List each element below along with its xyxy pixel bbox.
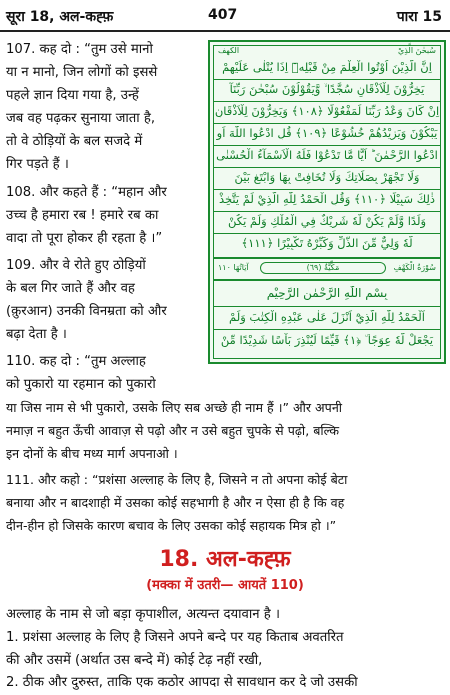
arabic-corner-left: الكهف: [218, 46, 240, 55]
verse-1-line: की और उसमें (अर्थात उस बन्दे में) कोई टेढ़ नहीं रखी,: [6, 653, 263, 668]
surah-name-arabic: سُوْرَةُ الْكَهْفِ: [393, 263, 436, 272]
arabic-line: وَلَا تَجْهَرْ بِصَلَاتِكَ وَلَا تُخَافِتْ بِهَا وَابْتَغِ بَيْنَ: [234, 170, 420, 184]
verse-108-line: 108. और कहते हैं : “महान और: [6, 185, 167, 200]
arabic-divider: [214, 167, 440, 168]
bismillah-translation: अल्लाह के नाम से जो बड़ा कृपाशील, अत्यन्त दयावान है ।: [6, 607, 280, 622]
verse-107-line: जब वह पढ़कर सुनाया जाता है,: [6, 111, 156, 126]
verse-109-line: बढ़ा देता है ।: [6, 327, 67, 342]
arabic-divider: [214, 101, 440, 102]
verse-2-line: 2. ठीक और दुरुस्त, ताकि एक कठोर आपदा से सावधान कर दे जो उसकी: [6, 675, 358, 690]
verse-111-line: बनाया और न बादशाही में उसका कोई सहभागी है और न ऐसा ही है कि वह: [6, 495, 345, 510]
arabic-line: اِنَّ الَّذِيْنَ اُوْتُوا الْعِلْمَ مِنْ قَبْلِهٖٓ اِذَا يُتْلٰى عَلَيْهِمْ: [222, 60, 432, 74]
surah-reference: सूरा 18, अल-कह्फ़: [6, 9, 114, 25]
arabic-divider: [214, 79, 440, 80]
verse-109-line: 109. और वे रोते हुए ठोड़ियों: [6, 258, 146, 273]
arabic-line: اَلْحَمْدُ لِلّٰهِ الَّذِيْٓ اَنْزَلَ عَلٰى عَبْدِهِ الْكِتٰبَ وَلَمْ: [229, 310, 425, 324]
arabic-text-panel: [208, 40, 446, 364]
arabic-line: ادْعُوا الرَّحْمٰنَ ؕ اَيًّا مَّا تَدْعُوْا فَلَهُ الْاَسْمَآءُ الْحُسْنٰى: [216, 148, 438, 162]
arabic-corner-right: سُبحٰنَ الَّذِيْ: [397, 46, 436, 55]
arabic-line: اِنْ كَانَ وَعْدُ رَبِّنَا لَمَفْعُوْلًا ﴿١٠٨﴾ وَيَخِرُّوْنَ لِلْاَذْقَانِ: [214, 104, 440, 118]
verse-107-line: पहले ज्ञान दिया गया है, उन्हें: [6, 88, 139, 103]
verse-111-line: 111. और कहो : “प्रशंसा अल्लाह के लिए है, जिसने न तो अपना कोई बेटा: [6, 472, 348, 487]
arabic-line: لَّهٗ وَلِيٌّ مِّنَ الذُّلِّ وَكَبِّرْهُ تَكْبِيْرًا ﴿١١١﴾: [241, 236, 413, 250]
surah-title: 18. अल-कह्फ़: [159, 547, 291, 572]
arabic-line: يَجْعَلْ لَّهٗ عِوَجًا ۜ ﴿١﴾ قَيِّمًا لِّيُنْذِرَ بَاْسًا شَدِيْدًا مِّنْ: [220, 333, 434, 347]
arabic-line: يَبْكُوْنَ وَيَزِيْدُهُمْ خُشُوْعًا ﴿١٠٩﴾ قُلِ ادْعُوا اللّٰهَ اَوِ: [216, 126, 438, 140]
verse-107-line: या न मानो, जिन लोगों को इससे: [6, 65, 158, 80]
arabic-divider: [214, 189, 440, 190]
surah-info-band: مَكِّيَّةٌ (٦٩): [260, 262, 386, 274]
verse-1-line: 1. प्रशंसा अल्लाह के लिए है जिसने अपने बन्दे पर यह किताब अवतरित: [6, 630, 344, 645]
arabic-divider: [214, 211, 440, 212]
surah-header-rule: [214, 257, 440, 259]
ayat-count-arabic: آيَاتُهَا ١١٠: [218, 263, 249, 272]
verse-108-line: वादा तो पूरा होकर ही रहता है ।”: [6, 231, 163, 246]
verse-108-line: उच्च है हमारा रब ! हमारे रब का: [6, 208, 159, 223]
arabic-divider: [214, 306, 440, 307]
verse-110-line: या जिस नाम से भी पुकारो, उसके लिए सब अच्छे ही नाम हैं ।” और अपनी: [6, 400, 343, 415]
bismillah: بِسْمِ اللّٰهِ الرَّحْمٰنِ الرَّحِيْمِ: [266, 286, 388, 300]
arabic-line: يَخِرُّوْنَ لِلْاَذْقَانِ سُجَّدًا ۙ وَّيَقُوْلُوْنَ سُبْحٰنَ رَبِّنَآ: [229, 82, 425, 96]
arabic-line: ذٰلِكَ سَبِيْلًا ﴿١١٠﴾ وَقُلِ الْحَمْدُ لِلّٰهِ الَّذِيْ لَمْ يَتَّخِذْ: [218, 192, 436, 206]
para-reference: पारा 15: [396, 9, 442, 25]
verse-107-line: गिर पड़ते हैं ।: [6, 157, 69, 172]
arabic-divider: [214, 123, 440, 124]
verse-111-line: दीन-हीन हो जिसके कारण बचाव के लिए उसका कोई सहायक मित्र हो ।”: [6, 518, 337, 533]
arabic-divider: [214, 329, 440, 330]
surah-subtitle: (मक्का में उतरी— आयतें 110): [146, 578, 304, 593]
verse-107-line: तो वे ठोड़ियों के बल सजदे में: [6, 134, 143, 149]
page-header: [0, 0, 450, 32]
verse-110-line: नमाज़ न बहुत ऊँची आवाज़ से पढ़ो और न उसे बहुत चुपके से पढ़ो, बल्कि: [6, 423, 340, 438]
verse-107-line: 107. कह दो : “तुम उसे मानो: [6, 42, 153, 57]
verse-110-line: 110. कह दो : “तुम अल्लाह: [6, 354, 146, 369]
verse-109-line: के बल गिर जाते हैं और वह: [6, 281, 135, 296]
surah-header-rule: [214, 279, 440, 281]
arabic-divider: [214, 145, 440, 146]
arabic-line: وَلَدًا وَّلَمْ يَكُنْ لَّهٗ شَرِيْكٌ فِي الْمُلْكِ وَلَمْ يَكُنْ: [227, 214, 427, 228]
verse-109-line: (क़ुरआन) उनकी विनम्रता को और: [6, 304, 167, 319]
verse-110-line: इन दोनों के बीच मध्य मार्ग अपनाओ ।: [6, 446, 178, 461]
verse-110-line: को पुकारो या रहमान को पुकारो: [6, 377, 156, 392]
page-number: 407: [208, 7, 238, 23]
arabic-divider: [214, 233, 440, 234]
